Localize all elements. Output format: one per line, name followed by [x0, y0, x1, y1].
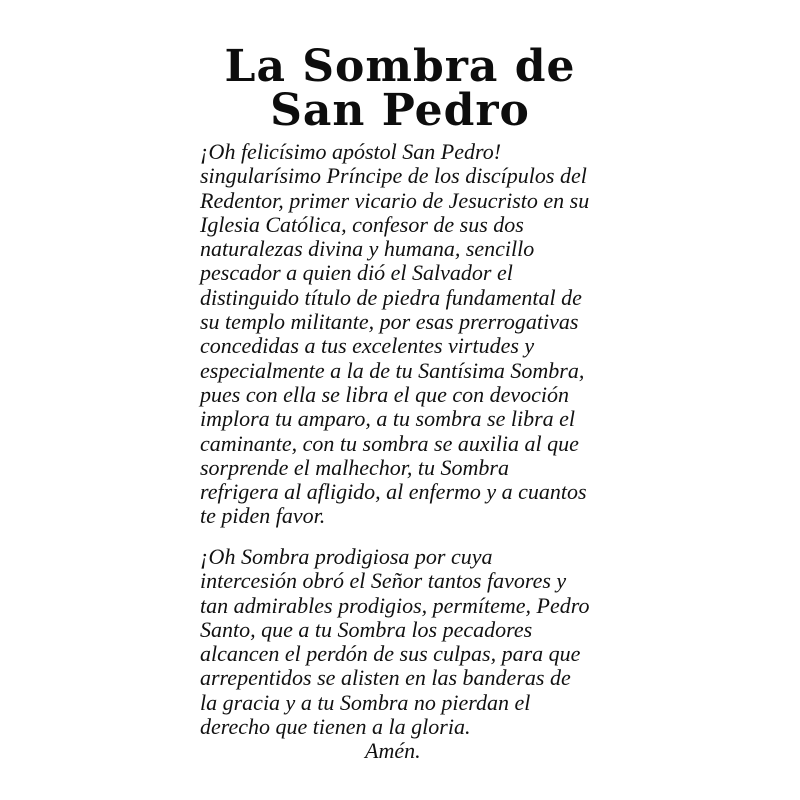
text-line: intercesión obró el Señor tantos favores y — [200, 568, 567, 594]
title-line-2: San Pedro — [270, 85, 530, 136]
text-line: singularísimo Príncipe de los discípulos del — [200, 163, 587, 189]
text-line: la gracia y a tu Sombra no pierdan el — [200, 689, 531, 715]
text-line: Redentor, primer vicario de Jesucristo en su — [200, 187, 590, 213]
title-line-1: La Sombra de — [224, 41, 576, 92]
text-line: caminante, con tu sombra se auxilia al que — [200, 430, 579, 456]
text-line: ¡Oh felicísimo apóstol San Pedro! — [200, 139, 502, 164]
text-line: Santo, que a tu Sombra los pecadores — [200, 616, 533, 642]
text-line: pescador a quien dió el Salvador el — [200, 260, 513, 286]
text-line: implora tu amparo, a tu sombra se libra el — [200, 406, 576, 432]
closing-amen: Amén. — [365, 738, 421, 764]
text-line: su templo militante, por esas prerrogativas — [200, 309, 579, 335]
text-line: distinguido título de piedra fundamental de — [200, 284, 582, 310]
text-line: arrepentidos se alisten en las banderas de — [200, 665, 571, 691]
text-line: sorprende el malhechor, tu Sombra — [200, 454, 509, 480]
text-line: especialmente a la de tu Santísima Sombra, — [200, 357, 585, 383]
text-line: te piden favor. — [200, 503, 326, 529]
text-line: naturalezas divina y humana, sencillo — [200, 236, 535, 262]
text-line: alcancen el perdón de sus culpas, para que — [200, 641, 581, 667]
text-line: refrigera al afligido, al enfermo y a cuantos — [200, 479, 587, 505]
prayer-paragraph-2 — [200, 545, 620, 764]
text-line: tan admirables prodigios, permíteme, Pedro — [200, 592, 590, 618]
text-line: ¡Oh Sombra prodigiosa por cuya — [200, 544, 493, 569]
text-line: pues con ella se libra el que con devoción — [200, 381, 570, 407]
prayer-paragraph-1 — [200, 140, 620, 529]
text-line: concedidas a tus excelentes virtudes y — [200, 333, 535, 359]
text-line: derecho que tienen a la gloria. — [200, 714, 471, 740]
text-line: Iglesia Católica, confesor de sus dos — [200, 211, 524, 237]
